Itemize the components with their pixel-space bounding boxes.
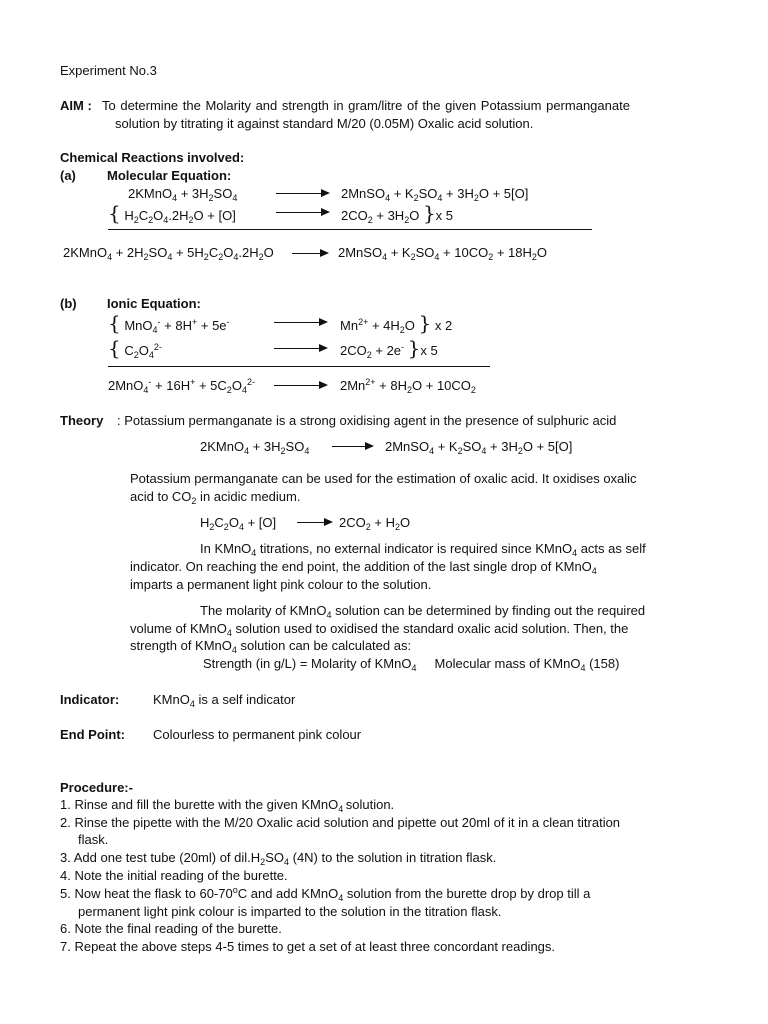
right-brace-icon: } <box>418 311 432 335</box>
strength-formula: Strength (in g/L) = Molarity of KMnO$_4$ Molecular mass of KMnO$_4$ (158) <box>203 656 620 673</box>
procedure-step: 5. Now heat the flask to 60-70$^o$C and add KMnO$_4$ solution from the burette drop by drop till a <box>60 885 591 903</box>
reaction-a-label: (a) <box>60 168 76 183</box>
indicator-label: Indicator: <box>60 692 120 707</box>
arrow-icon <box>292 253 327 254</box>
procedure-step-cont: flask. <box>78 832 109 847</box>
oxalic-eq-left: $H_2C_2O_4 + [O]$ <box>200 515 277 532</box>
procedure-step-cont: permanent light pink colour is imparted to the solution in the titration flask. <box>78 904 502 919</box>
eq-a2-right: $2CO_2 + 3H_2O$ }x 5 <box>341 201 454 225</box>
theory-p2-line2: indicator. On reaching the end point, the addition of the last single drop of KMnO$_4$ <box>130 559 597 576</box>
eq-a1-left: 2KMnO$_4$ + $3H_2SO_4$ <box>128 186 238 203</box>
eq-b1-left: { MnO$_4$- + 8H+ + 5e- <box>108 311 230 335</box>
procedure-heading: Procedure:- <box>60 780 133 795</box>
reaction-b-title: Ionic Equation: <box>107 296 201 311</box>
theory-p2-line3: imparts a permanent light pink colour to the solution. <box>130 577 432 592</box>
eq-a-net-right: 2MnSO$_4$ + $K_2SO_4 + 10CO_2 + 18H_2O$ <box>338 245 548 262</box>
left-brace-icon: { <box>108 311 121 335</box>
procedure-step: 7. Repeat the above steps 4-5 times to get a set of at least three concordant readings. <box>60 939 556 954</box>
procedure-step: 4. Note the initial reading of the burette. <box>60 868 288 883</box>
theory-intro: : Potassium permanganate is a strong oxidising agent in the presence of sulphuric acid <box>117 413 617 428</box>
aim-label: AIM : <box>60 98 92 113</box>
divider <box>108 229 592 230</box>
reactions-heading: Chemical Reactions involved: <box>60 150 245 165</box>
aim-line-2: solution by titrating it against standard M/20 (0.05M) Oxalic acid solution. <box>115 116 534 131</box>
theory-p2-line1: In KMnO$_4$ titrations, no external indicator is required since KMnO$_4$ acts as self <box>200 541 646 558</box>
end-point-label: End Point: <box>60 727 125 742</box>
eq-b1-right: $Mn^{2+} + 4H_2O$ } x 2 <box>340 311 453 335</box>
eq-b-net-left: $2MnO_4^- + 16H^+ + 5C_2O_4^{2-}$ <box>108 377 255 395</box>
end-point-value: Colourless to permanent pink colour <box>153 727 362 742</box>
theory-p1-line1: Potassium permanganate can be used for the estimation of oxalic acid. It oxidises oxalic <box>130 471 637 486</box>
arrow-icon <box>332 446 372 447</box>
theory-p3-line1: The molarity of KMnO$_4$ solution can be determined by finding out the required <box>200 603 646 620</box>
arrow-icon <box>274 348 326 349</box>
left-brace-icon: { <box>108 201 121 225</box>
aim-line-1: To determine the Molarity and strength in gram/litre of the given Potassium permanganate <box>102 98 630 113</box>
procedure-step: 2. Rinse the pipette with the M/20 Oxalic acid solution and pipette out 20ml of it in a clean titration <box>60 815 621 830</box>
reaction-a-title: Molecular Equation: <box>107 168 232 183</box>
theory-eq-left: 2KMnO$_4$ + $3H_2SO_4$ <box>200 439 310 456</box>
arrow-icon <box>276 193 328 194</box>
procedure-step: 3. Add one test tube (20ml) of $dil.H_2SO_4$ (4N) to the solution in titration flask. <box>60 850 497 867</box>
eq-a1-right: 2MnSO$_4$ + $K_2SO_4 + 3H_2O + 5[O]$ <box>341 186 529 203</box>
theory-p1-line2: acid to $CO_2$ in acidic medium. <box>130 489 301 506</box>
arrow-icon <box>276 212 328 213</box>
eq-a-net-left: 2KMnO$_4$ + $2H_2SO_4 + 5H_2C_2O_4.2H_2O$ <box>63 245 274 262</box>
arrow-icon <box>274 385 326 386</box>
procedure-step: 1. Rinse and fill the burette with the given KMnO$_4$ solution. <box>60 797 395 814</box>
experiment-title: Experiment No.3 <box>60 63 157 78</box>
eq-b2-right: $2CO_2 + 2e^-$ }x 5 <box>340 336 438 360</box>
theory-p3-line2: volume of KMnO$_4$ solution used to oxidised the standard oxalic acid solution. Then, the <box>130 621 629 638</box>
arrow-icon <box>297 522 331 523</box>
divider <box>108 366 490 367</box>
eq-a2-left: { $H_2C_2O_4.2H_2O + [O]$ <box>108 201 236 225</box>
right-brace-icon: } <box>407 336 421 360</box>
left-brace-icon: { <box>108 336 121 360</box>
theory-label: Theory <box>60 413 104 428</box>
reaction-b-label: (b) <box>60 296 77 311</box>
procedure-step: 6. Note the final reading of the burette. <box>60 921 282 936</box>
eq-b2-left: { $C_2O_4^{2-}$ <box>108 336 162 360</box>
indicator-value: KMnO$_4$ is a self indicator <box>153 692 296 709</box>
eq-b-net-right: $2Mn^{2+} + 8H_2O + 10CO_2$ <box>340 377 476 395</box>
arrow-icon <box>274 322 326 323</box>
theory-eq-right: 2MnSO$_4$ + $K_2SO_4 + 3H_2O + 5[O]$ <box>385 439 573 456</box>
oxalic-eq-right: $2CO_2 + H_2O$ <box>339 515 411 532</box>
theory-p3-line3: strength of KMnO$_4$ solution can be calculated as: <box>130 638 412 655</box>
right-brace-icon: } <box>422 201 436 225</box>
